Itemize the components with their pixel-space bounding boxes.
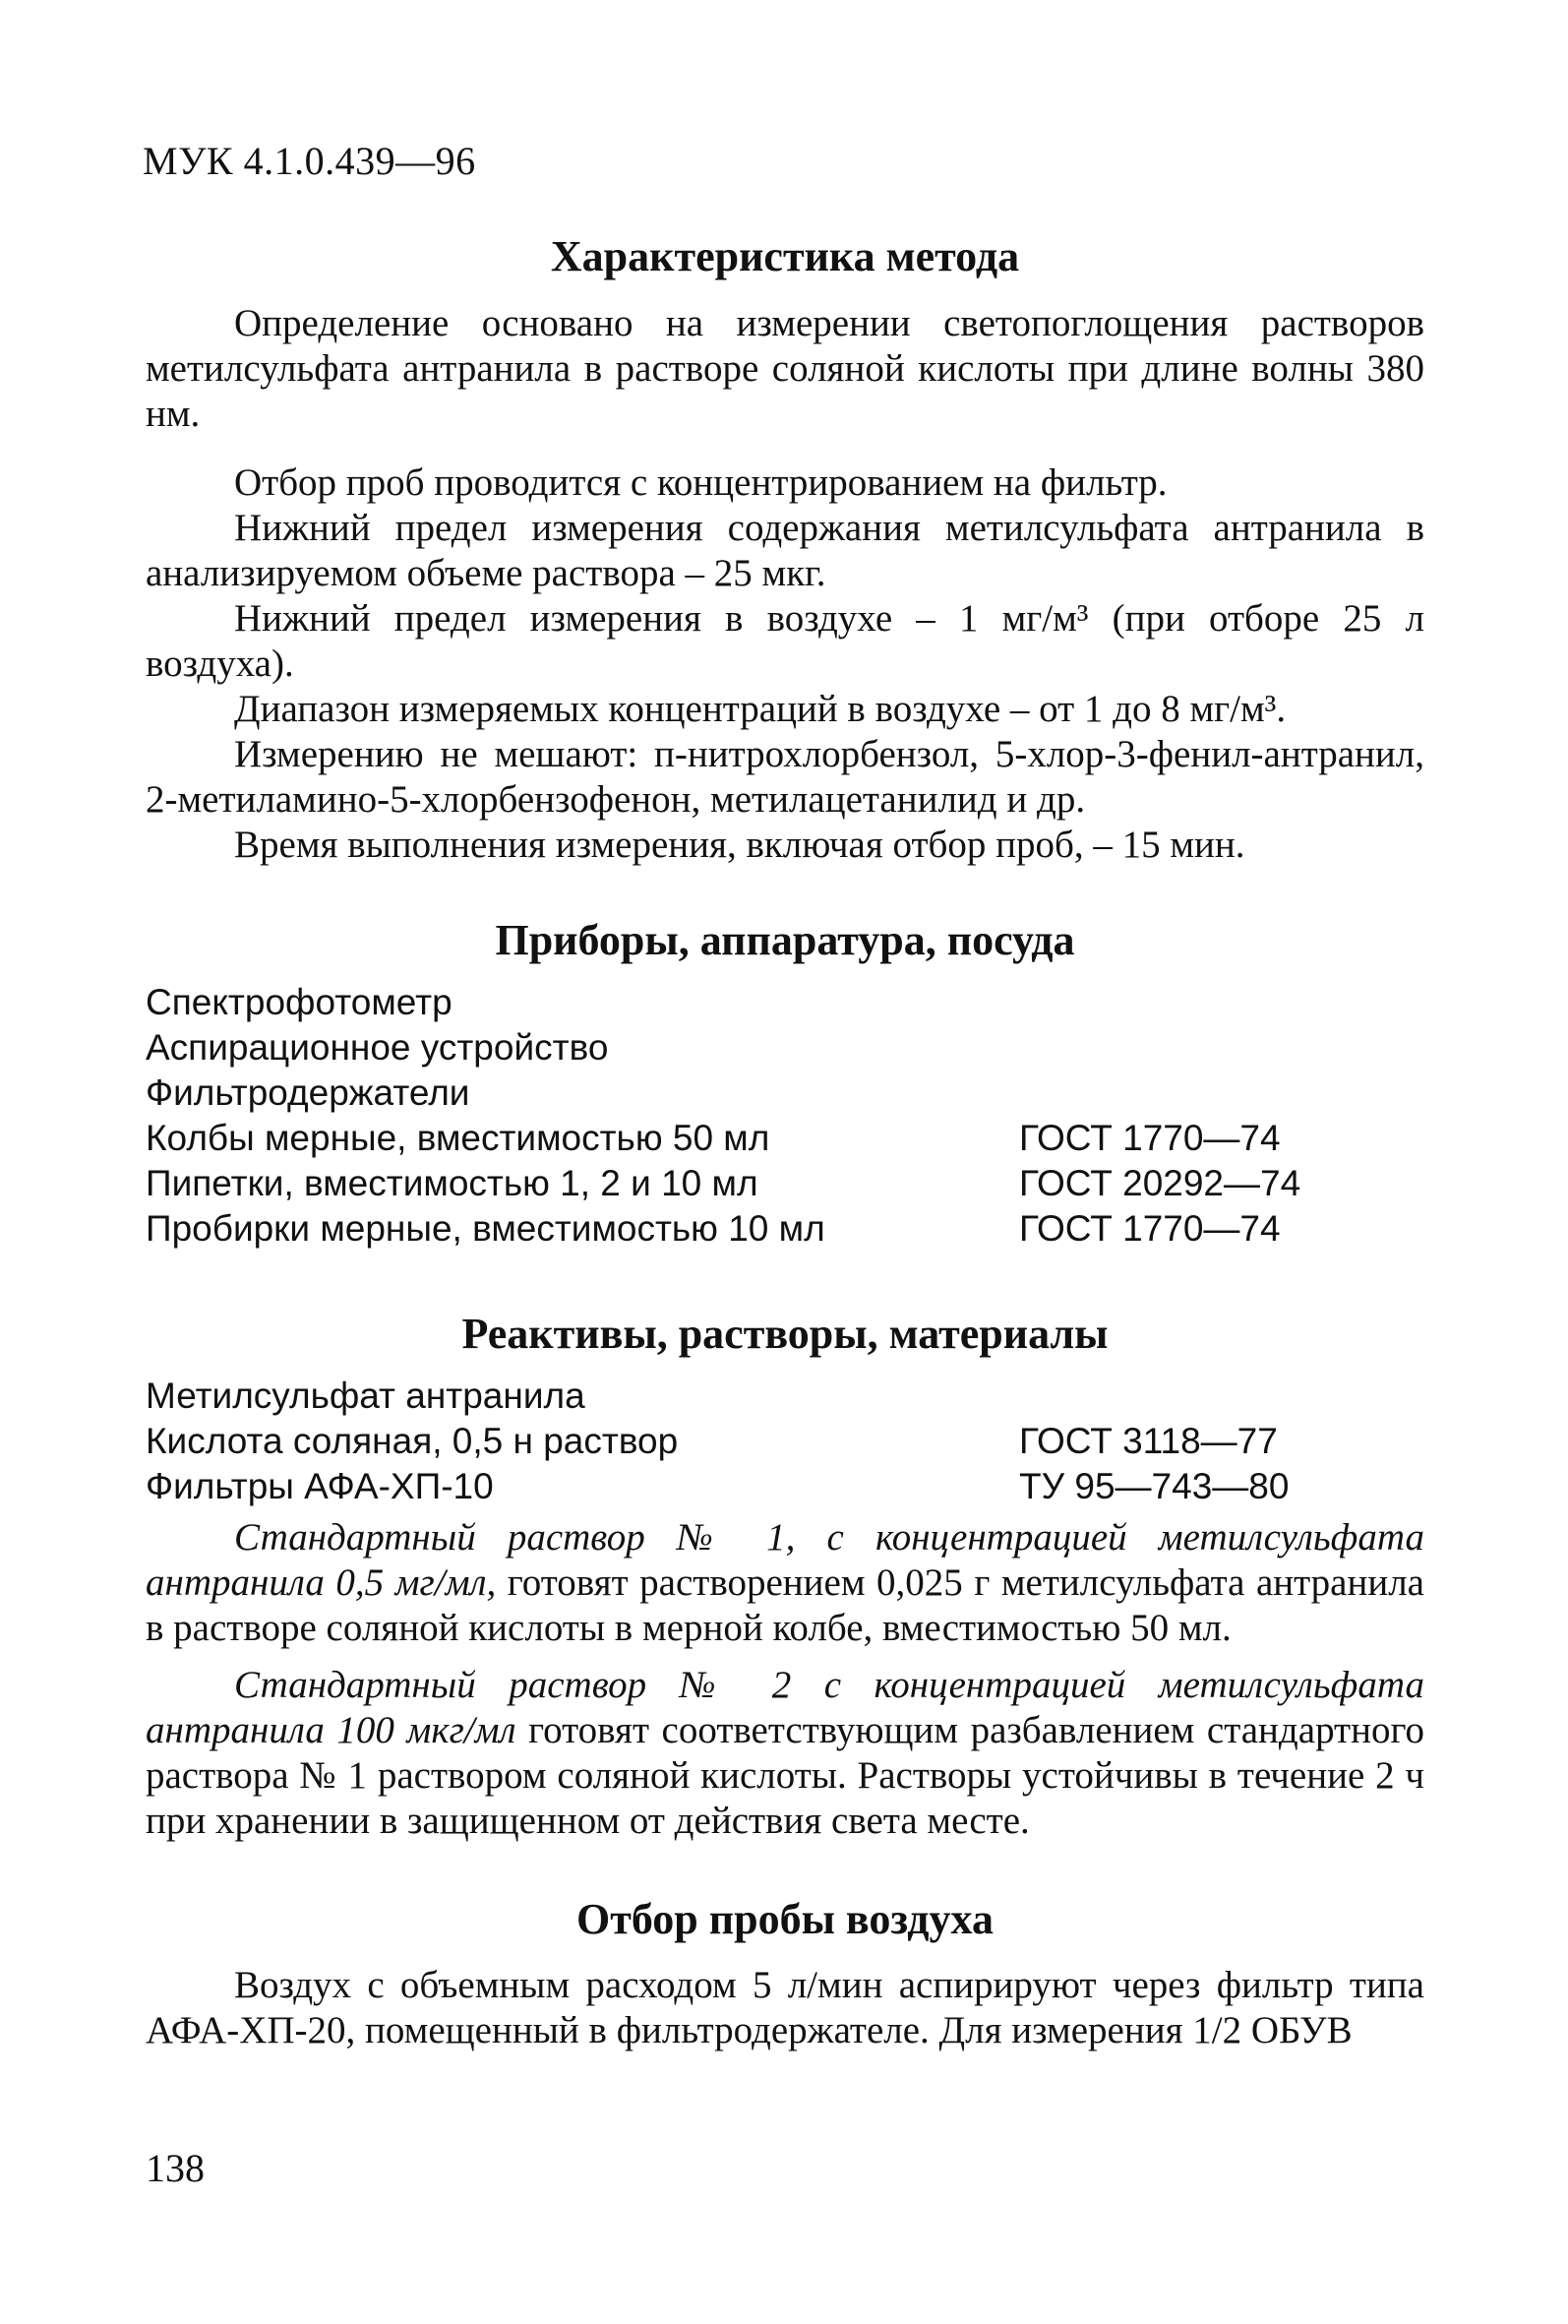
list-item	[146, 1118, 1424, 1163]
standard-solution-1-paragraph	[146, 1515, 1424, 1651]
list-item	[146, 1376, 1424, 1421]
heading-equipment: Приборы, аппаратура, посуда	[495, 916, 1075, 964]
document-code: МУК 4.1.0.439—96	[143, 139, 476, 183]
list-item	[146, 1027, 1424, 1072]
heading-method: Характеристика метода	[550, 232, 1020, 280]
solution-1-text: готовят растворением 0,025 г метилсульфата антранила в растворе соляной кислоты в мерной колбе, вместимостью 50 мл.	[146, 1561, 1424, 1649]
page-number: 138	[146, 2146, 205, 2190]
list-item	[146, 1072, 1424, 1118]
list-item	[146, 982, 1424, 1027]
item-name: Спектрофотометр	[146, 982, 452, 1022]
method-paragraph-6: Измерению не мешают: п-нитрохлорбензол, 5-хлор-3-фенил-антранил, 2-метиламино-5-хлорбензофенон, метилацетанилид и др.	[146, 733, 1424, 821]
solution-1-title: Стандартный раствор № 1, с концентрацией метилсульфата антранила 0,5 мг/мл,	[146, 1516, 1424, 1604]
list-item	[146, 1208, 1424, 1254]
method-paragraph-3: Нижний предел измерения содержания метилсульфата антранила в анализируемом объеме раствора – 25 мкг.	[146, 507, 1424, 594]
item-name: Фильтродержатели	[146, 1072, 470, 1113]
method-paragraph-1: Определение основано на измерении светопоглощения растворов метилсульфата антранила в растворе соляной кислоты при длине волны 380 нм.	[146, 302, 1424, 435]
method-paragraph-7: Время выполнения измерения, включая отбор проб, – 15 мин.	[234, 824, 1245, 866]
list-item	[146, 1421, 1424, 1466]
reagents-list	[146, 1376, 1424, 1511]
item-name: Пробирки мерные, вместимостью 10 мл	[146, 1208, 825, 1249]
heading-sampling: Отбор пробы воздуха	[576, 1895, 994, 1943]
item-standard: ГОСТ 3118—77	[1019, 1421, 1278, 1461]
item-name: Колбы мерные, вместимостью 50 мл	[146, 1118, 770, 1158]
solution-2-title: Стандартный раствор № 2 с концентрацией метилсульфата антранила 100 мкг/мл	[146, 1664, 1424, 1751]
method-paragraph-4: Нижний предел измерения в воздухе – 1 мг/м³ (при отборе 25 л воздуха).	[146, 597, 1424, 685]
list-item	[146, 1466, 1424, 1511]
sampling-paragraph: Воздух с объемным расходом 5 л/мин аспирируют через фильтр типа АФА-ХП-20, помещенный в фильтродержателе. Для измерения 1/2 ОБУВ	[146, 1964, 1424, 2051]
method-paragraph-2: Отбор проб проводится с концентрированием на фильтр.	[234, 461, 1168, 504]
item-standard: ТУ 95—743—80	[1019, 1466, 1290, 1506]
method-paragraph-5: Диапазон измеряемых концентраций в воздухе – от 1 до 8 мг/м³.	[234, 688, 1287, 730]
item-standard: ГОСТ 1770—74	[1019, 1208, 1281, 1249]
item-name: Пипетки, вместимостью 1, 2 и 10 мл	[146, 1163, 758, 1203]
standard-solution-2-paragraph	[146, 1663, 1424, 1844]
heading-reagents: Реактивы, растворы, материалы	[461, 1310, 1109, 1358]
item-name: Метилсульфат антранила	[146, 1376, 585, 1416]
item-standard: ГОСТ 20292—74	[1019, 1163, 1301, 1203]
item-name: Аспирационное устройство	[146, 1027, 609, 1068]
equipment-list	[146, 982, 1424, 1254]
item-standard: ГОСТ 1770—74	[1019, 1118, 1281, 1158]
list-item	[146, 1163, 1424, 1208]
item-name: Кислота соляная, 0,5 н раствор	[146, 1421, 679, 1461]
item-name: Фильтры АФА-ХП-10	[146, 1466, 494, 1506]
solution-2-text: готовят соответствующим разбавлением стандартного раствора № 1 раствором соляной кислоты. Растворы устойчивы в течение 2 ч при хранении в защищенном от действия света месте.	[146, 1709, 1424, 1842]
